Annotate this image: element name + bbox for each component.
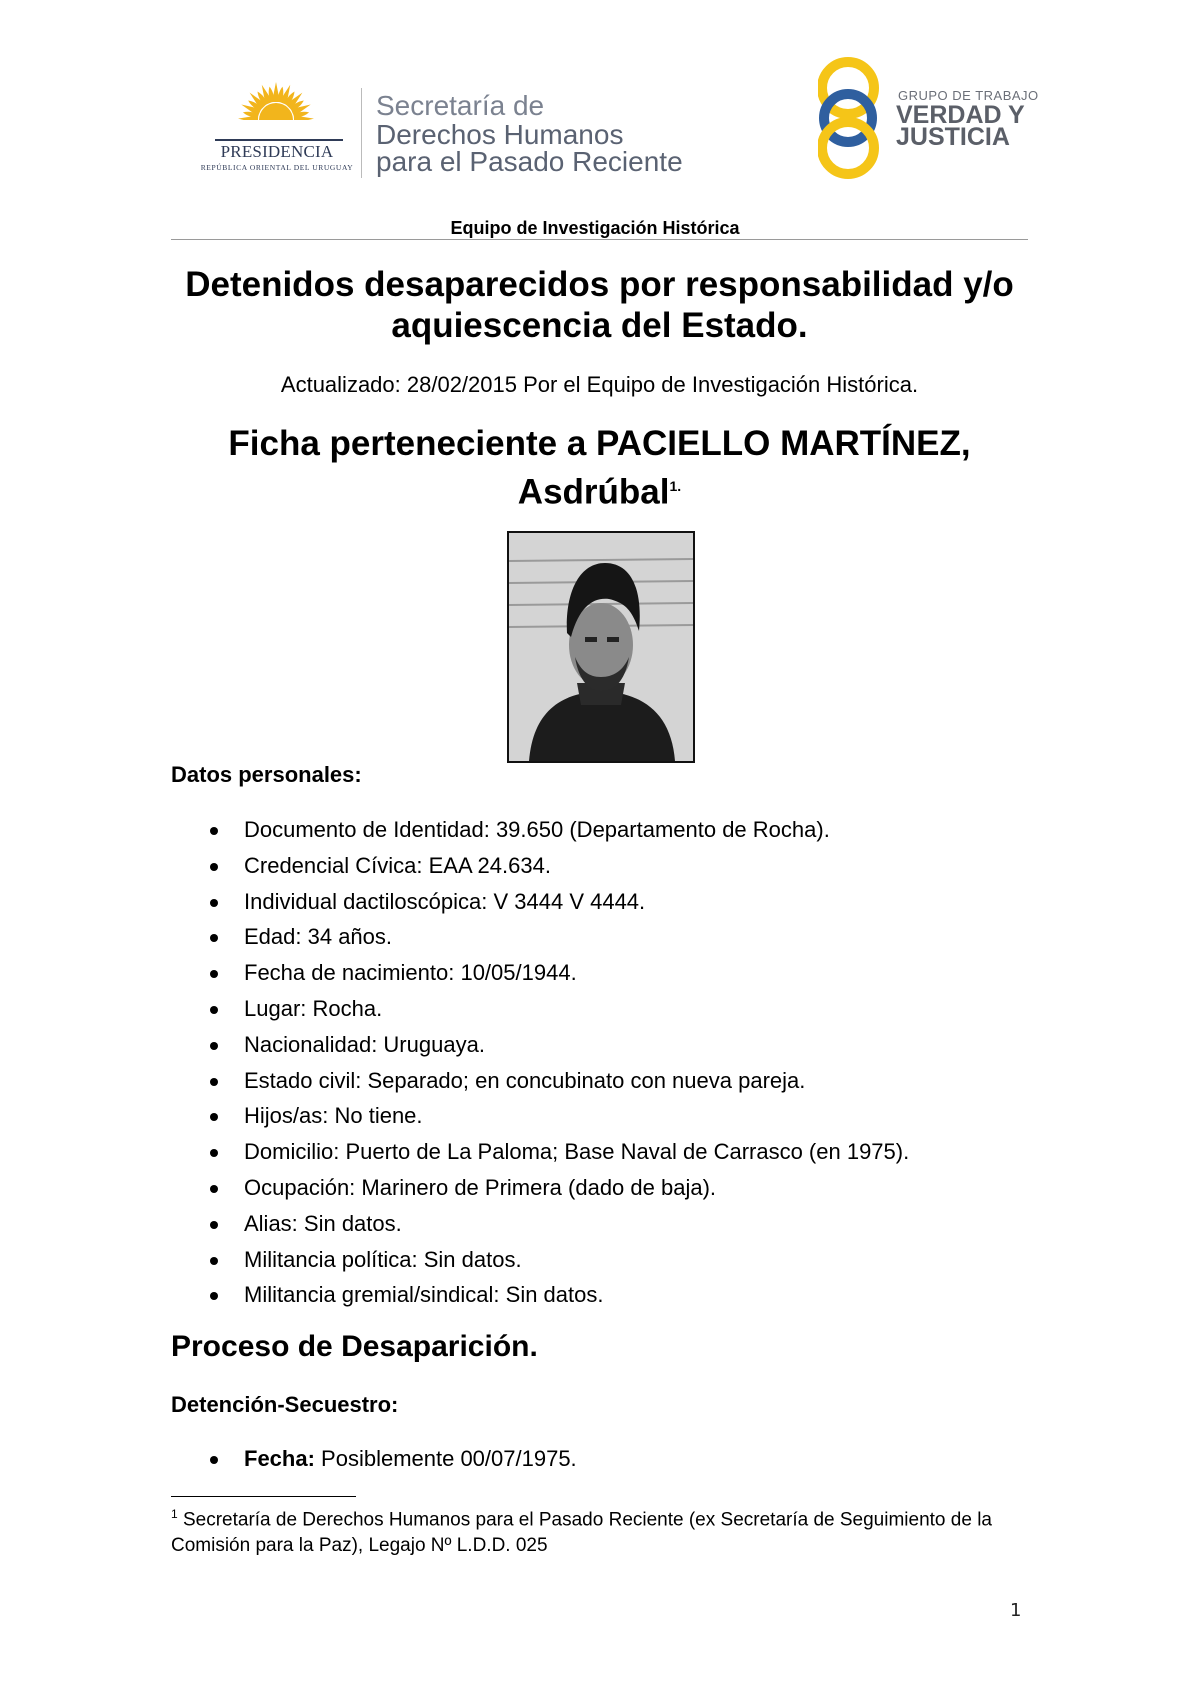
footnote-text: Secretaría de Derechos Humanos para el Pasado Reciente (ex Secretaría de Seguimiento de la Comisión para la Paz), Legajo Nº L.D.D. 025 bbox=[171, 1509, 992, 1557]
bullet-icon bbox=[210, 899, 218, 907]
list-item bbox=[171, 1441, 1028, 1477]
list-item-text: Domicilio: Puerto de La Paloma; Base Naval de Carrasco (en 1975). bbox=[244, 1139, 910, 1165]
detencion-list bbox=[171, 1441, 1028, 1477]
ficha-heading bbox=[171, 423, 1028, 514]
list-item bbox=[171, 1277, 1028, 1313]
bullet-icon bbox=[210, 970, 218, 978]
bullet-icon bbox=[210, 1257, 218, 1265]
grupo-de-trabajo-label: GRUPO DE TRABAJO bbox=[898, 88, 1039, 103]
header-rule bbox=[171, 239, 1028, 240]
secretaria-line-2: Derechos Humanos bbox=[376, 119, 624, 150]
page-title: Detenidos desaparecidos por responsabilidad y/o aquiescencia del Estado. bbox=[185, 265, 1014, 345]
header-divider bbox=[361, 88, 362, 178]
bullet-icon bbox=[210, 827, 218, 835]
bullet-icon bbox=[210, 1149, 218, 1157]
list-item-text: Fecha de nacimiento: 10/05/1944. bbox=[244, 960, 577, 986]
bullet-icon bbox=[210, 1292, 218, 1300]
list-item bbox=[171, 848, 1028, 884]
list-item-text: Individual dactiloscópica: V 3444 V 4444. bbox=[244, 888, 646, 914]
list-item-text: Lugar: Rocha. bbox=[244, 995, 383, 1021]
secretaria-line-3: para el Pasado Reciente bbox=[376, 146, 683, 177]
list-item-text: Edad: 34 años. bbox=[244, 924, 393, 950]
list-item bbox=[171, 1206, 1028, 1242]
list-item bbox=[171, 1098, 1028, 1134]
proceso-heading: Proceso de Desaparición. bbox=[171, 1330, 538, 1363]
footnote-rule bbox=[171, 1496, 356, 1497]
list-item bbox=[171, 812, 1028, 848]
verdad-label: VERDAD Y bbox=[896, 101, 1025, 129]
datos-personales-list bbox=[171, 812, 1028, 1313]
fecha-label: Fecha: bbox=[244, 1446, 315, 1471]
secretaria-line-1: Secretaría de bbox=[376, 90, 545, 121]
list-item-text: Credencial Cívica: EAA 24.634. bbox=[244, 852, 551, 878]
updated-line: Actualizado: 28/02/2015 Por el Equipo de Investigación Histórica. bbox=[280, 372, 919, 397]
portrait-photo bbox=[507, 531, 695, 763]
list-item-text: Militancia política: Sin datos. bbox=[244, 1246, 522, 1272]
bullet-icon bbox=[210, 1078, 218, 1086]
datos-personales-heading: Datos personales: bbox=[171, 762, 362, 787]
list-item bbox=[171, 884, 1028, 920]
bullet-icon bbox=[210, 1221, 218, 1229]
list-item-text: Militancia gremial/sindical: Sin datos. bbox=[244, 1282, 604, 1308]
list-item bbox=[171, 1134, 1028, 1170]
bullet-icon bbox=[210, 1006, 218, 1014]
list-item bbox=[171, 919, 1028, 955]
list-item bbox=[171, 991, 1028, 1027]
bullet-icon bbox=[210, 934, 218, 942]
bullet-icon bbox=[210, 1185, 218, 1193]
list-item-text: Estado civil: Separado; en concubinato con nueva pareja. bbox=[244, 1067, 806, 1093]
list-item-text: Documento de Identidad: 39.650 (Departamento de Rocha). bbox=[244, 817, 830, 842]
footnote-number: 1 bbox=[171, 1507, 178, 1521]
ficha-text: Ficha perteneciente a PACIELLO MARTÍNEZ, Asdrúbal bbox=[228, 424, 971, 512]
presidencia-rule bbox=[215, 139, 343, 141]
list-item bbox=[171, 1027, 1028, 1063]
list-item-text: Nacionalidad: Uruguaya. bbox=[244, 1031, 485, 1057]
footnote bbox=[171, 1501, 1031, 1559]
fecha-value: Posiblemente 00/07/1975. bbox=[314, 1446, 577, 1471]
presidencia-name: PRESIDENCIA bbox=[220, 142, 334, 161]
footnote-ref: 1. bbox=[669, 478, 682, 494]
list-item-text: Hijos/as: No tiene. bbox=[244, 1103, 423, 1129]
justicia-label: JUSTICIA bbox=[896, 123, 1010, 151]
list-item-text: Alias: Sin datos. bbox=[244, 1210, 402, 1236]
bullet-icon bbox=[210, 1042, 218, 1050]
list-item bbox=[171, 1242, 1028, 1278]
bullet-icon bbox=[210, 1113, 218, 1121]
portrait-image bbox=[509, 533, 693, 761]
presidencia-subtitle: REPÚBLICA ORIENTAL DEL URUGUAY bbox=[200, 163, 354, 172]
list-item bbox=[171, 1170, 1028, 1206]
list-item bbox=[171, 1063, 1028, 1099]
bullet-icon bbox=[210, 1456, 218, 1464]
team-header: Equipo de Investigación Histórica bbox=[450, 218, 740, 238]
detencion-heading: Detención-Secuestro: bbox=[171, 1392, 399, 1417]
list-item-text: Ocupación: Marinero de Primera (dado de baja). bbox=[244, 1174, 717, 1200]
bullet-icon bbox=[210, 863, 218, 871]
page-number: 1 bbox=[1010, 1600, 1022, 1621]
list-item bbox=[171, 955, 1028, 991]
